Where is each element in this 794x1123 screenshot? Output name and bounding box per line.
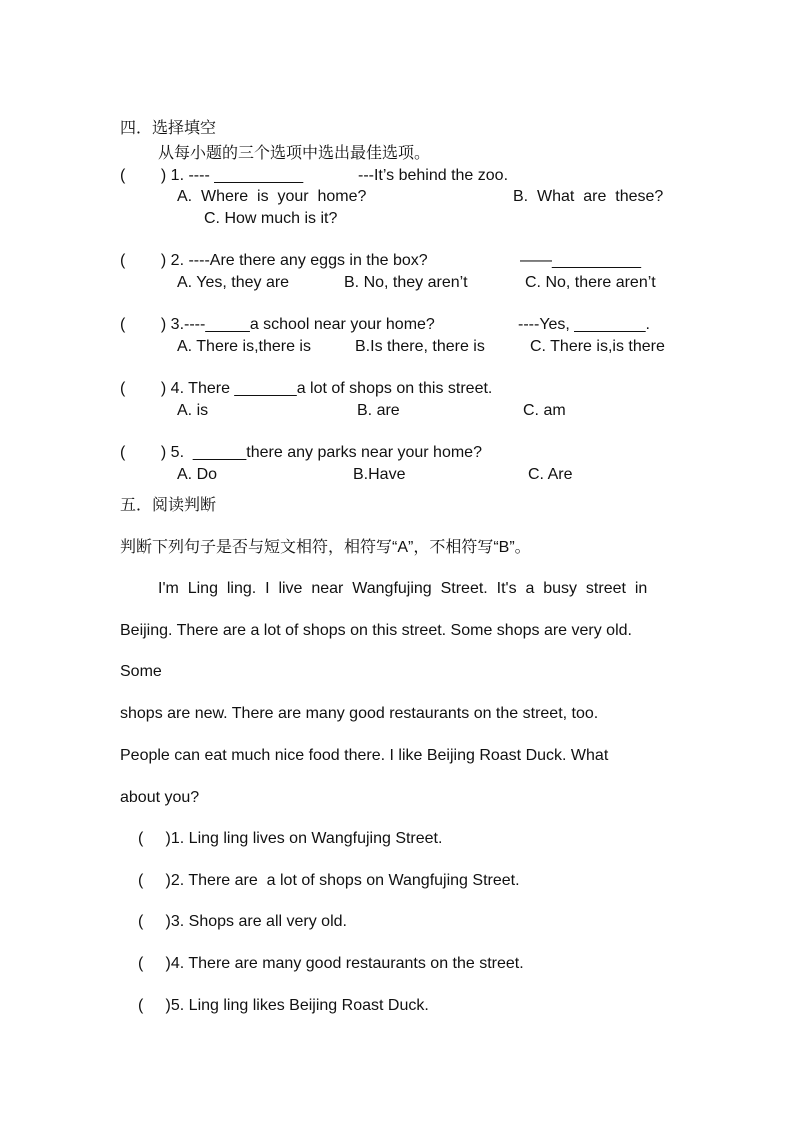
section4-heading: 四．选择填空: [120, 120, 217, 137]
passage-line-6: about you?: [120, 789, 200, 806]
q1-stem: ( ) 1. ---- __________: [120, 167, 304, 184]
q1-reply: ---It’s behind the zoo.: [358, 167, 509, 184]
section4-instruction: 从每小题的三个选项中选出最佳选项。: [158, 145, 431, 162]
passage-line-3: Some: [120, 663, 162, 680]
q4-stem: ( ) 4. There _______a lot of shops on this street.: [120, 380, 493, 397]
q3-reply: ----Yes, ________.: [518, 316, 650, 333]
q4-option-a: A. is: [177, 402, 209, 419]
q1-option-a: A. Where is your home?: [177, 188, 367, 205]
q4-option-c: C. am: [523, 402, 566, 419]
q5-option-c: C. Are: [528, 466, 573, 483]
q1-option-b: B. What are these?: [513, 188, 664, 205]
section5-instruction: 判断下列句子是否与短文相符，相符写“A”，不相符写“B”。: [120, 539, 531, 556]
q2-stem: ( ) 2. ----Are there any eggs in the box?: [120, 252, 428, 269]
q3-option-b: B.Is there, there is: [355, 338, 485, 355]
judgment-item-4: ( )4. There are many good restaurants on the street.: [138, 955, 524, 972]
q2-option-b: B. No, they aren’t: [344, 274, 468, 291]
q5-option-a: A. Do: [177, 466, 218, 483]
passage-line-1: I'm Ling ling. I live near Wangfujing Street. It's a busy street in: [158, 580, 648, 597]
q5-option-b: B.Have: [353, 466, 406, 483]
judgment-item-3: ( )3. Shops are all very old.: [138, 913, 347, 930]
passage-line-4: shops are new. There are many good restaurants on the street, too.: [120, 705, 599, 722]
q5-stem: ( ) 5. ______there any parks near your home?: [120, 444, 482, 461]
q2-option-c: C. No, there aren’t: [525, 274, 656, 291]
q1-option-c: C. How much is it?: [204, 210, 338, 227]
passage-line-2: Beijing. There are a lot of shops on this street. Some shops are very old.: [120, 622, 632, 639]
judgment-item-1: ( )1. Ling ling lives on Wangfujing Street.: [138, 830, 443, 847]
q3-stem: ( ) 3.----_____a school near your home?: [120, 316, 435, 333]
judgment-item-5: ( )5. Ling ling likes Beijing Roast Duck.: [138, 997, 429, 1014]
judgment-item-2: ( )2. There are a lot of shops on Wangfujing Street.: [138, 872, 520, 889]
q3-option-c: C. There is,is there: [530, 338, 665, 355]
q2-reply: ——__________: [520, 252, 641, 269]
q2-option-a: A. Yes, they are: [177, 274, 290, 291]
q4-option-b: B. are: [357, 402, 400, 419]
passage-line-5: People can eat much nice food there. I like Beijing Roast Duck. What: [120, 747, 609, 764]
q3-option-a: A. There is,there is: [177, 338, 311, 355]
section5-heading: 五．阅读判断: [120, 497, 217, 514]
